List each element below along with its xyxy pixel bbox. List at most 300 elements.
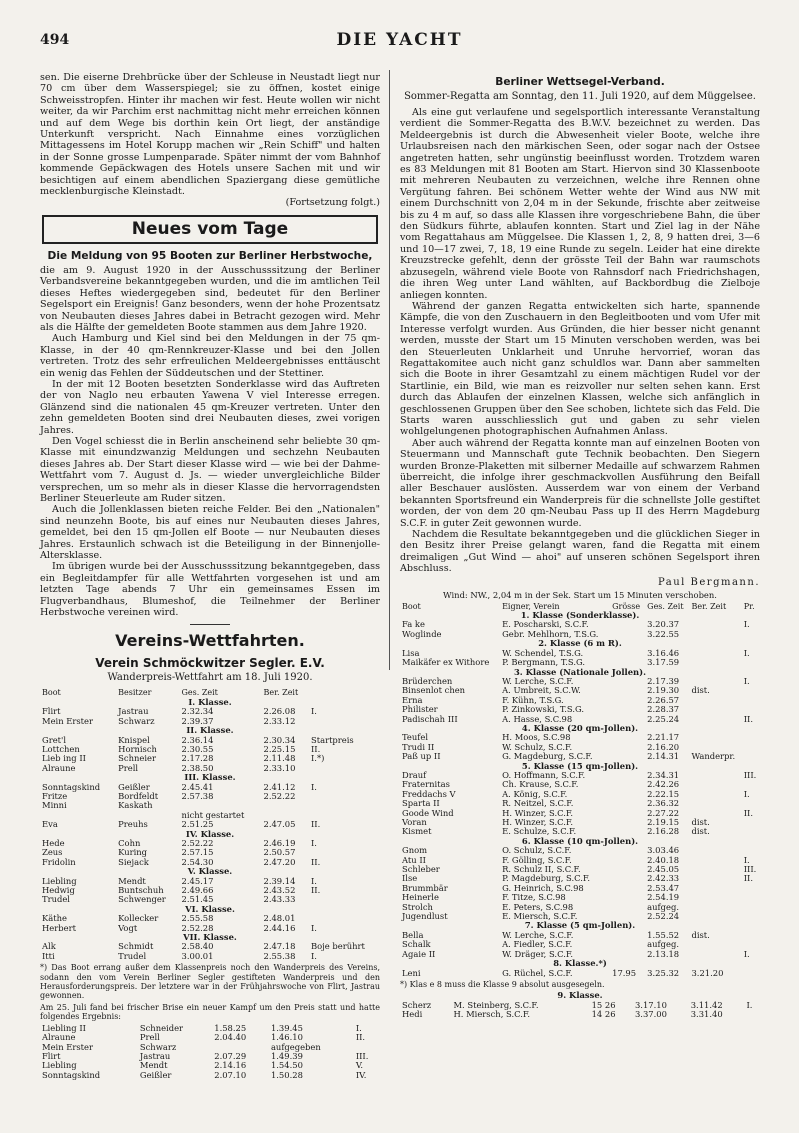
table-cell: O. Schulz, S.C.F. xyxy=(502,845,572,856)
table-cell xyxy=(689,903,741,912)
table-cell: 2.51.25 xyxy=(181,819,214,830)
table-cell xyxy=(610,696,645,705)
table-cell: 3.17.10 xyxy=(634,999,667,1010)
table-cell: Atu II xyxy=(402,854,426,865)
table-row xyxy=(40,1052,380,1061)
class-heading-text: 5. Klasse (15 qm-Jollen). xyxy=(521,760,639,771)
table-cell: nicht gestartet xyxy=(181,809,245,820)
table-cell: aufgeg. xyxy=(647,901,679,912)
table-cell: 2.39.37 xyxy=(181,715,214,726)
table-cell: 2.33.12 xyxy=(263,715,296,726)
table-cell: Fridolin xyxy=(42,856,76,867)
table-cell: Kaskath xyxy=(118,800,153,811)
table-cell: Hede xyxy=(42,837,65,848)
table-cell: Trudi II xyxy=(402,741,435,752)
table-cell: G. Magdeburg, S.C.F. xyxy=(502,751,593,762)
table-cell: A. Fiedler, S.C.F. xyxy=(502,939,573,950)
table-cell: Strolch xyxy=(402,901,433,912)
class-heading-text: VI. Klasse. xyxy=(185,903,235,914)
table-cell: P. Zinkowski, T.S.G. xyxy=(502,704,585,715)
table-cell xyxy=(610,799,645,808)
table-cell: W. Dräger, S.C.F. xyxy=(502,948,574,959)
table-cell: 3.16.46 xyxy=(647,647,680,658)
class-heading-text: II. Klasse. xyxy=(186,725,234,736)
table-cell xyxy=(689,950,741,959)
bwv-paragraph: Nachdem die Resultate bekanntgegeben und die glücklichen Sieger in den Besitz ihrer Preise gelangt waren, fand die Regatta mit einem dreimaligen „Gut Wind — ahoi" auf unseren schönen Segelsport ihren Abschluss. xyxy=(400,529,760,575)
table-cell: E. Miersch, S.C.F. xyxy=(502,911,578,922)
class-heading-text: 1. Klasse (Sonderklasse). xyxy=(520,610,640,621)
class-heading-text: 3. Klasse (Nationale Jollen). xyxy=(513,666,647,677)
table-cell: I. xyxy=(310,706,317,717)
table-cell xyxy=(689,856,741,865)
table-cell: 2.54.30 xyxy=(181,856,214,867)
table-cell: 2.14.31 xyxy=(647,751,680,762)
table-cell xyxy=(742,733,760,742)
table-cell: Ilse xyxy=(402,873,418,884)
table-cell: 2.13.18 xyxy=(647,948,680,959)
separator xyxy=(190,624,230,625)
class-heading-text: 7. Klasse (5 qm-Jollen). xyxy=(524,920,636,931)
table-cell: 2.49.66 xyxy=(181,885,214,895)
table-cell: Kismet xyxy=(402,826,432,837)
table-cell: 1.55.52 xyxy=(647,929,680,940)
table-cell: 2.36.32 xyxy=(647,798,680,809)
table-cell xyxy=(689,696,741,705)
table-cell: II. xyxy=(310,885,321,895)
table-cell xyxy=(309,895,380,904)
table-cell: 2.16.20 xyxy=(647,741,680,752)
table-cell: R. Neitzel, S.C.F. xyxy=(502,798,574,809)
table-cell xyxy=(689,884,741,893)
table-cell: H. Miersch, S.C.F. xyxy=(453,1009,531,1020)
table-cell: Fraternitas xyxy=(402,779,450,790)
table-cell xyxy=(689,771,741,780)
table-cell xyxy=(309,717,380,726)
table-cell: 2.45.17 xyxy=(181,875,214,886)
table-cell: I. xyxy=(310,875,317,886)
table-cell xyxy=(742,818,760,827)
table-cell: Bella xyxy=(402,929,424,940)
table-row xyxy=(400,931,760,940)
table-cell: aufgeg. xyxy=(647,939,679,950)
table-cell: Startpreis xyxy=(310,734,354,745)
table-cell: H. Moos, S.C.98 xyxy=(502,732,571,743)
bwv-title: Berliner Wettsegel-Verband. xyxy=(495,76,665,88)
table-cell: Liebling xyxy=(42,875,77,886)
table-cell: I. xyxy=(310,837,317,848)
footnote: *) Das Boot errang außer dem Klassenpreis noch den Wanderpreis des Vereins, sodann den vom Verein Berliner Segler gestifteten Wanderpreis und den Herausforderungspreis. Der letztere war in der Frühjahrswoche von Flirt, Jastrau gewonnen. xyxy=(40,963,380,1001)
july-results-table xyxy=(40,1024,380,1080)
table-cell: Cohn xyxy=(118,837,141,848)
table-cell xyxy=(309,688,380,697)
table-cell: Goode Wind xyxy=(402,807,454,818)
article-title: Die Meldung von 95 Booten zur Berliner Herbstwoche, xyxy=(47,249,373,262)
table-cell: 2.26.08 xyxy=(263,706,296,717)
table-cell: II. xyxy=(743,873,754,884)
table-cell xyxy=(689,780,741,789)
table-cell: Fa ke xyxy=(402,619,425,630)
table-cell: 2.19.15 xyxy=(647,817,680,827)
table-cell: Kuring xyxy=(118,847,148,858)
table-cell: 3.20.37 xyxy=(647,619,680,630)
table-cell: Hedwig xyxy=(42,885,75,895)
table-cell: 2.48.01 xyxy=(263,913,296,924)
table-cell: P. Magdeburg, S.C.F. xyxy=(502,873,591,884)
table-cell: 2.45.05 xyxy=(647,864,680,875)
table-cell: aufgegeben xyxy=(270,1041,321,1052)
table-cell: 2.51.45 xyxy=(181,894,214,905)
table-cell xyxy=(309,914,380,923)
table-cell: Fritze xyxy=(42,790,68,801)
table-cell xyxy=(689,630,741,639)
table-cell: Ch. Krause, S.C.F. xyxy=(502,779,579,790)
table-cell xyxy=(742,696,760,705)
class-heading xyxy=(400,724,760,733)
table-cell: 2.11.48 xyxy=(263,753,296,764)
table-cell: 3.31.40 xyxy=(690,1009,723,1020)
table-cell: Padischah III xyxy=(402,713,458,724)
table-cell: Eva xyxy=(42,819,58,830)
table-cell: Maikäfer ex Withore xyxy=(402,657,490,668)
table-cell: 2.27.22 xyxy=(647,807,680,818)
table-cell xyxy=(309,801,380,810)
table-cell: 2.19.30 xyxy=(647,685,680,696)
column-rule xyxy=(389,70,390,670)
table-cell xyxy=(742,931,760,940)
table-cell xyxy=(309,764,380,773)
table-cell: A. König, S.C.F. xyxy=(502,788,568,799)
table-cell: 2.16.28 xyxy=(647,826,680,837)
table-cell: 2.43.52 xyxy=(263,885,296,895)
table-cell: 2.53.47 xyxy=(647,882,680,893)
table-cell xyxy=(689,658,741,667)
article-paragraph: Auch die Jollenklassen bieten reiche Felder. Bei den „Nationalen" sind neunzehn Boote, bis auf eines nur Neubauten dieses Jahres, gemeldet, bei den 15 qm-Jollen elf Boote — nur Neubauten dieses Jahres. Erstaunlich schwach ist die Beteiligung in der Binnenjolle-Altersklasse. xyxy=(40,504,380,562)
article-paragraph: die am 9. August 1920 in der Ausschusssitzung der Berliner Verbandsvereine bekanntgegeben wurden, und die im amtlichen Teil dieses Heftes wiedergegeben sind, bedeutet für den Berliner Segelsport ein Ereignis! Ganz besonders, wenn der hohe Prozentsatz von Neubauten dieses Jahres dabei in Betracht gezogen wird. Mehr als die Hälfte der gemeldeten Boote stammen aus dem Jahre 1920. xyxy=(40,264,380,333)
table-cell: Boje berührt xyxy=(310,941,365,952)
table-cell xyxy=(610,884,645,893)
table-cell: Drauf xyxy=(402,769,427,780)
table-cell: 2.47.18 xyxy=(263,941,296,952)
table-cell: 3.25.32 xyxy=(647,967,680,978)
table-cell: 2.34.31 xyxy=(647,769,680,780)
table-cell: Schwenger xyxy=(118,894,166,905)
table-cell xyxy=(610,649,645,658)
class-heading-text: 8. Klasse.*) xyxy=(553,958,607,969)
table-cell: 2.52.22 xyxy=(181,837,214,848)
table-cell: dist. xyxy=(691,817,710,827)
table-cell: I. xyxy=(743,647,750,658)
table-cell xyxy=(610,940,645,949)
table-cell: III. xyxy=(743,769,757,780)
table-cell xyxy=(742,658,760,667)
table-cell: Heinerle xyxy=(402,892,439,903)
table-cell: 3.22.55 xyxy=(647,628,680,639)
wind-line: Wind: NW., 2,04 m in der Sek. Start um 15 Minuten verschoben. xyxy=(443,589,717,600)
table-row xyxy=(40,1071,380,1080)
table-cell: I. xyxy=(743,788,750,799)
table-cell: Sonntagskind xyxy=(42,1069,101,1080)
table-cell: E. Poscharski, S.C.F. xyxy=(502,619,589,630)
table-cell: P. Bergmann, T.S.G. xyxy=(502,657,586,668)
table-cell: Schneider xyxy=(139,1022,184,1033)
table-row xyxy=(400,790,760,799)
table-cell: Eigner, Verein xyxy=(502,601,560,611)
table-cell: 2.47.05 xyxy=(263,819,296,830)
table-cell: Lottchen xyxy=(42,743,80,754)
table-cell: F. Gölling, S.C.F. xyxy=(502,854,572,865)
table-cell: Pr. xyxy=(743,601,755,611)
table-cell: 3.03.46 xyxy=(647,845,680,856)
table-row xyxy=(400,686,760,695)
table-cell: Schwarz xyxy=(139,1041,177,1052)
table-cell: Zeus xyxy=(42,847,63,858)
table-cell: II. xyxy=(310,743,321,754)
table-row xyxy=(400,1010,760,1019)
table-cell: 2.54.19 xyxy=(647,892,680,903)
table-cell: 2.40.18 xyxy=(647,854,680,865)
table-cell: I. xyxy=(743,854,750,865)
table-cell xyxy=(689,790,741,799)
table-cell: Woglinde xyxy=(402,628,442,639)
table-row xyxy=(400,940,760,949)
table-cell xyxy=(610,733,645,742)
july-race-note: Am 25. Juli fand bei frischer Brise ein neuer Kampf um den Preis statt und hatte folgendes Ergebnis: xyxy=(40,1002,380,1022)
table-cell: I. xyxy=(746,999,753,1010)
table-cell: Geißler xyxy=(118,781,150,792)
table-cell: Boot xyxy=(402,601,421,611)
results-table-right xyxy=(400,602,760,978)
page-header xyxy=(40,30,759,52)
table-cell: 2.57.38 xyxy=(181,790,214,801)
table-cell: Boot xyxy=(42,688,61,698)
table-cell: Siejack xyxy=(118,856,149,867)
table-cell xyxy=(610,931,645,940)
table-cell: Mendt xyxy=(118,875,146,886)
section-box-title: Neues vom Tage xyxy=(42,215,378,244)
table-cell: Scherz xyxy=(402,999,432,1010)
table-cell xyxy=(689,733,741,742)
table-cell xyxy=(309,792,380,801)
table-cell xyxy=(610,771,645,780)
table-cell: Bordfeldt xyxy=(118,790,159,801)
table-cell: W. Lerche, S.C.F. xyxy=(502,675,574,686)
class-heading xyxy=(400,668,760,677)
table-cell: Liebling II xyxy=(42,1022,86,1033)
table-cell: I. xyxy=(355,1022,362,1033)
table-cell: 2.39.14 xyxy=(263,875,296,886)
table-cell: Gnom xyxy=(402,845,428,856)
table-cell xyxy=(610,620,645,629)
table-cell xyxy=(610,818,645,827)
table-cell: Mendt xyxy=(139,1060,168,1071)
table-cell xyxy=(742,893,760,902)
table-row xyxy=(400,903,760,912)
table-cell: Binsenlot chen xyxy=(402,685,466,696)
table-cell: Vogt xyxy=(118,922,138,933)
table-cell: 2.21.17 xyxy=(647,732,680,743)
table-cell: V. xyxy=(355,1060,364,1071)
table-cell: 2.38.50 xyxy=(181,762,214,773)
table-cell xyxy=(689,846,741,855)
table-cell: Alraune xyxy=(42,762,76,773)
table-cell xyxy=(742,752,760,761)
table-cell: Mein Erster xyxy=(42,1041,94,1052)
article-paragraph: Im übrigen wurde bei der Ausschusssitzung bekanntgegeben, dass ein Begleitdampfer für alle Wettfahrten vorgesehen ist und am letzten Tage abends 7 Uhr ein gemeinsames Essen im Flugverbandhaus, Blumeshof, die Teilnehmer der Berliner Herbstwoche vereinen wird. xyxy=(40,561,380,619)
table-cell xyxy=(689,912,741,921)
table-cell: 2.58.40 xyxy=(181,941,214,952)
table-cell xyxy=(689,620,741,629)
table-cell: 2.42.26 xyxy=(647,779,680,790)
table-cell: 2.30.34 xyxy=(263,734,296,745)
table-row xyxy=(400,893,760,902)
table-cell: E. Schulze, S.C.F. xyxy=(502,826,577,837)
table-cell: Agaie II xyxy=(402,948,436,959)
table-cell: Itti xyxy=(42,950,55,961)
table-cell: O. Hoffmann, S.C.F. xyxy=(502,769,586,780)
class-heading-text: III. Klasse. xyxy=(184,772,236,783)
table-cell xyxy=(689,799,741,808)
table-cell xyxy=(610,874,645,883)
table-row xyxy=(40,952,380,961)
table-cell: Buntschuh xyxy=(118,885,164,895)
table-cell: Flirt xyxy=(42,1050,61,1061)
table-cell: dist. xyxy=(691,826,710,837)
table-cell: 2.42.33 xyxy=(647,873,680,884)
table-cell: 2.57.15 xyxy=(181,847,214,858)
table-cell: Besitzer xyxy=(118,688,152,698)
table-cell xyxy=(689,940,741,949)
left-column xyxy=(40,72,380,1080)
table-cell: 2.22.15 xyxy=(647,788,680,799)
table-cell xyxy=(261,801,308,810)
article-paragraph: In der mit 12 Booten besetzten Sonderklasse wird das Auftreten der von Naglo neu erbauten Yawena V viel Interesse erregen. Glänzend sind die nationalen 45 qm-Kreuzer vertreten. Unter den zehn gemeldeten Booten sind drei Neubauten dieses, zwei vorigen Jahres. xyxy=(40,378,380,436)
table-cell: Brüderchen xyxy=(402,675,453,686)
table-cell: Wanderpr. xyxy=(691,751,736,762)
table-cell: 2.32.34 xyxy=(181,706,214,717)
table-row xyxy=(400,969,760,978)
table-cell: Lisa xyxy=(402,647,420,658)
table-cell: I. xyxy=(310,781,317,792)
table-cell: Hedi xyxy=(402,1009,423,1020)
results-table-left xyxy=(40,688,380,961)
table-cell: 15 26 xyxy=(591,999,616,1010)
table-cell: Schmidt xyxy=(118,941,154,952)
table-cell: Lieb ing II xyxy=(42,753,86,764)
table-cell: 2.55.58 xyxy=(181,913,214,924)
table-row xyxy=(40,1043,380,1052)
table-cell: Schleber xyxy=(402,864,440,875)
table-cell xyxy=(742,630,760,639)
table-cell: W. Schendel, T.S.G. xyxy=(502,647,584,658)
table-cell: I. xyxy=(310,950,317,961)
table-cell: F. Titze, S.C.98 xyxy=(502,892,566,903)
table-cell: IV. xyxy=(355,1069,367,1080)
table-cell xyxy=(610,856,645,865)
fortsetzung-note: (Fortsetzung folgt.) xyxy=(285,197,380,209)
class-note: *) Klas e 8 muss die Klasse 9 absolut ausgesegeln. xyxy=(400,979,605,989)
class-heading-text: 6. Klasse (10 qm-Jollen). xyxy=(521,835,639,846)
table-cell: 2.07.10 xyxy=(214,1069,247,1080)
table-cell: Käthe xyxy=(42,913,67,924)
table-cell: Alraune xyxy=(42,1032,76,1043)
class-heading-text: 9. Klasse. xyxy=(557,990,603,1001)
table-row xyxy=(400,799,760,808)
table-cell xyxy=(610,677,645,686)
table-cell: 2.46.19 xyxy=(263,837,296,848)
table-cell: 2.52.28 xyxy=(181,922,214,933)
table-cell xyxy=(742,884,760,893)
table-cell: F. Kühn, T.S.G. xyxy=(502,694,564,705)
table-cell: Jugendlust xyxy=(402,911,448,922)
table-cell: 1.50.28 xyxy=(270,1069,303,1080)
table-cell: Grösse xyxy=(612,601,641,611)
table-cell: M. Steinberg, S.C.F. xyxy=(453,999,539,1010)
table-cell: Teufel xyxy=(402,732,429,743)
running-title: DIE YACHT xyxy=(336,30,463,50)
table-cell: Prell xyxy=(139,1032,160,1043)
table-cell: Leni xyxy=(402,967,421,978)
table-cell: Minni xyxy=(42,800,67,811)
table-cell: Herbert xyxy=(42,922,76,933)
table-cell: 3.37.00 xyxy=(634,1009,667,1020)
table-cell: II. xyxy=(310,819,321,830)
table-cell xyxy=(610,790,645,799)
table-cell xyxy=(742,743,760,752)
table-cell: III. xyxy=(743,864,757,875)
table-cell: Freddachs V xyxy=(402,788,456,799)
table-cell: 2.44.16 xyxy=(263,922,296,933)
table-cell: II. xyxy=(310,856,321,867)
table-cell: G. Rüchel, S.C.F. xyxy=(502,967,573,978)
table-cell xyxy=(689,874,741,883)
class-heading-text: V. Klasse. xyxy=(187,866,233,877)
table-cell: 1.46.10 xyxy=(270,1032,303,1043)
table-cell: 2.17.28 xyxy=(181,753,214,764)
table-cell xyxy=(610,893,645,902)
table-cell: Alk xyxy=(42,941,56,952)
table-cell xyxy=(744,1010,760,1019)
table-cell: Ges. Zeit xyxy=(647,601,684,611)
table-cell: II. xyxy=(743,713,754,724)
table-cell: 2.43.33 xyxy=(263,894,296,905)
table-cell: Jastrau xyxy=(118,706,149,717)
table-cell xyxy=(742,912,760,921)
table-cell xyxy=(742,969,760,978)
table-cell: 2.28.37 xyxy=(647,704,680,715)
table-cell: Ber. Zeit xyxy=(263,688,299,698)
table-cell: Erna xyxy=(402,694,423,705)
table-cell: A. Umbreit, S.C.W. xyxy=(502,685,581,696)
table-cell xyxy=(689,893,741,902)
table-cell: Gebr. Mehlhorn, T.S.G. xyxy=(502,628,599,639)
table-cell: I. xyxy=(310,922,317,933)
table-cell: 2.30.55 xyxy=(181,743,214,754)
table-cell: Ges. Zeit xyxy=(181,688,218,698)
table-cell: 1.49.39 xyxy=(270,1050,303,1061)
club-title: Verein Schmöckwitzer Segler. E.V. xyxy=(95,656,325,671)
signature: Paul Bergmann. xyxy=(657,576,760,588)
table-cell: Trudel xyxy=(118,950,147,961)
table-cell: 17.95 xyxy=(612,967,637,978)
table-cell: 2.50.57 xyxy=(263,847,296,858)
table-cell: Liebling xyxy=(42,1060,77,1071)
table-cell: E. Peters, S.C.98 xyxy=(502,901,574,912)
vereins-wettfahrten-title: Vereins-Wettfahrten. xyxy=(115,631,305,651)
table-cell: 1.58.25 xyxy=(214,1022,247,1033)
article-paragraph: Auch Hamburg und Kiel sind bei den Meldungen in der 75 qm-Klasse, in der 40 qm-Rennkreuzer-Klasse und bei den Jollen vertreten. Trotz des sehr erfreulichen Meldeergebnisses enttäuscht ein wenig das Fehlen der Süddeutschen und der Stettiner. xyxy=(40,333,380,379)
table-cell xyxy=(610,705,645,714)
table-cell: Knispel xyxy=(118,734,150,745)
